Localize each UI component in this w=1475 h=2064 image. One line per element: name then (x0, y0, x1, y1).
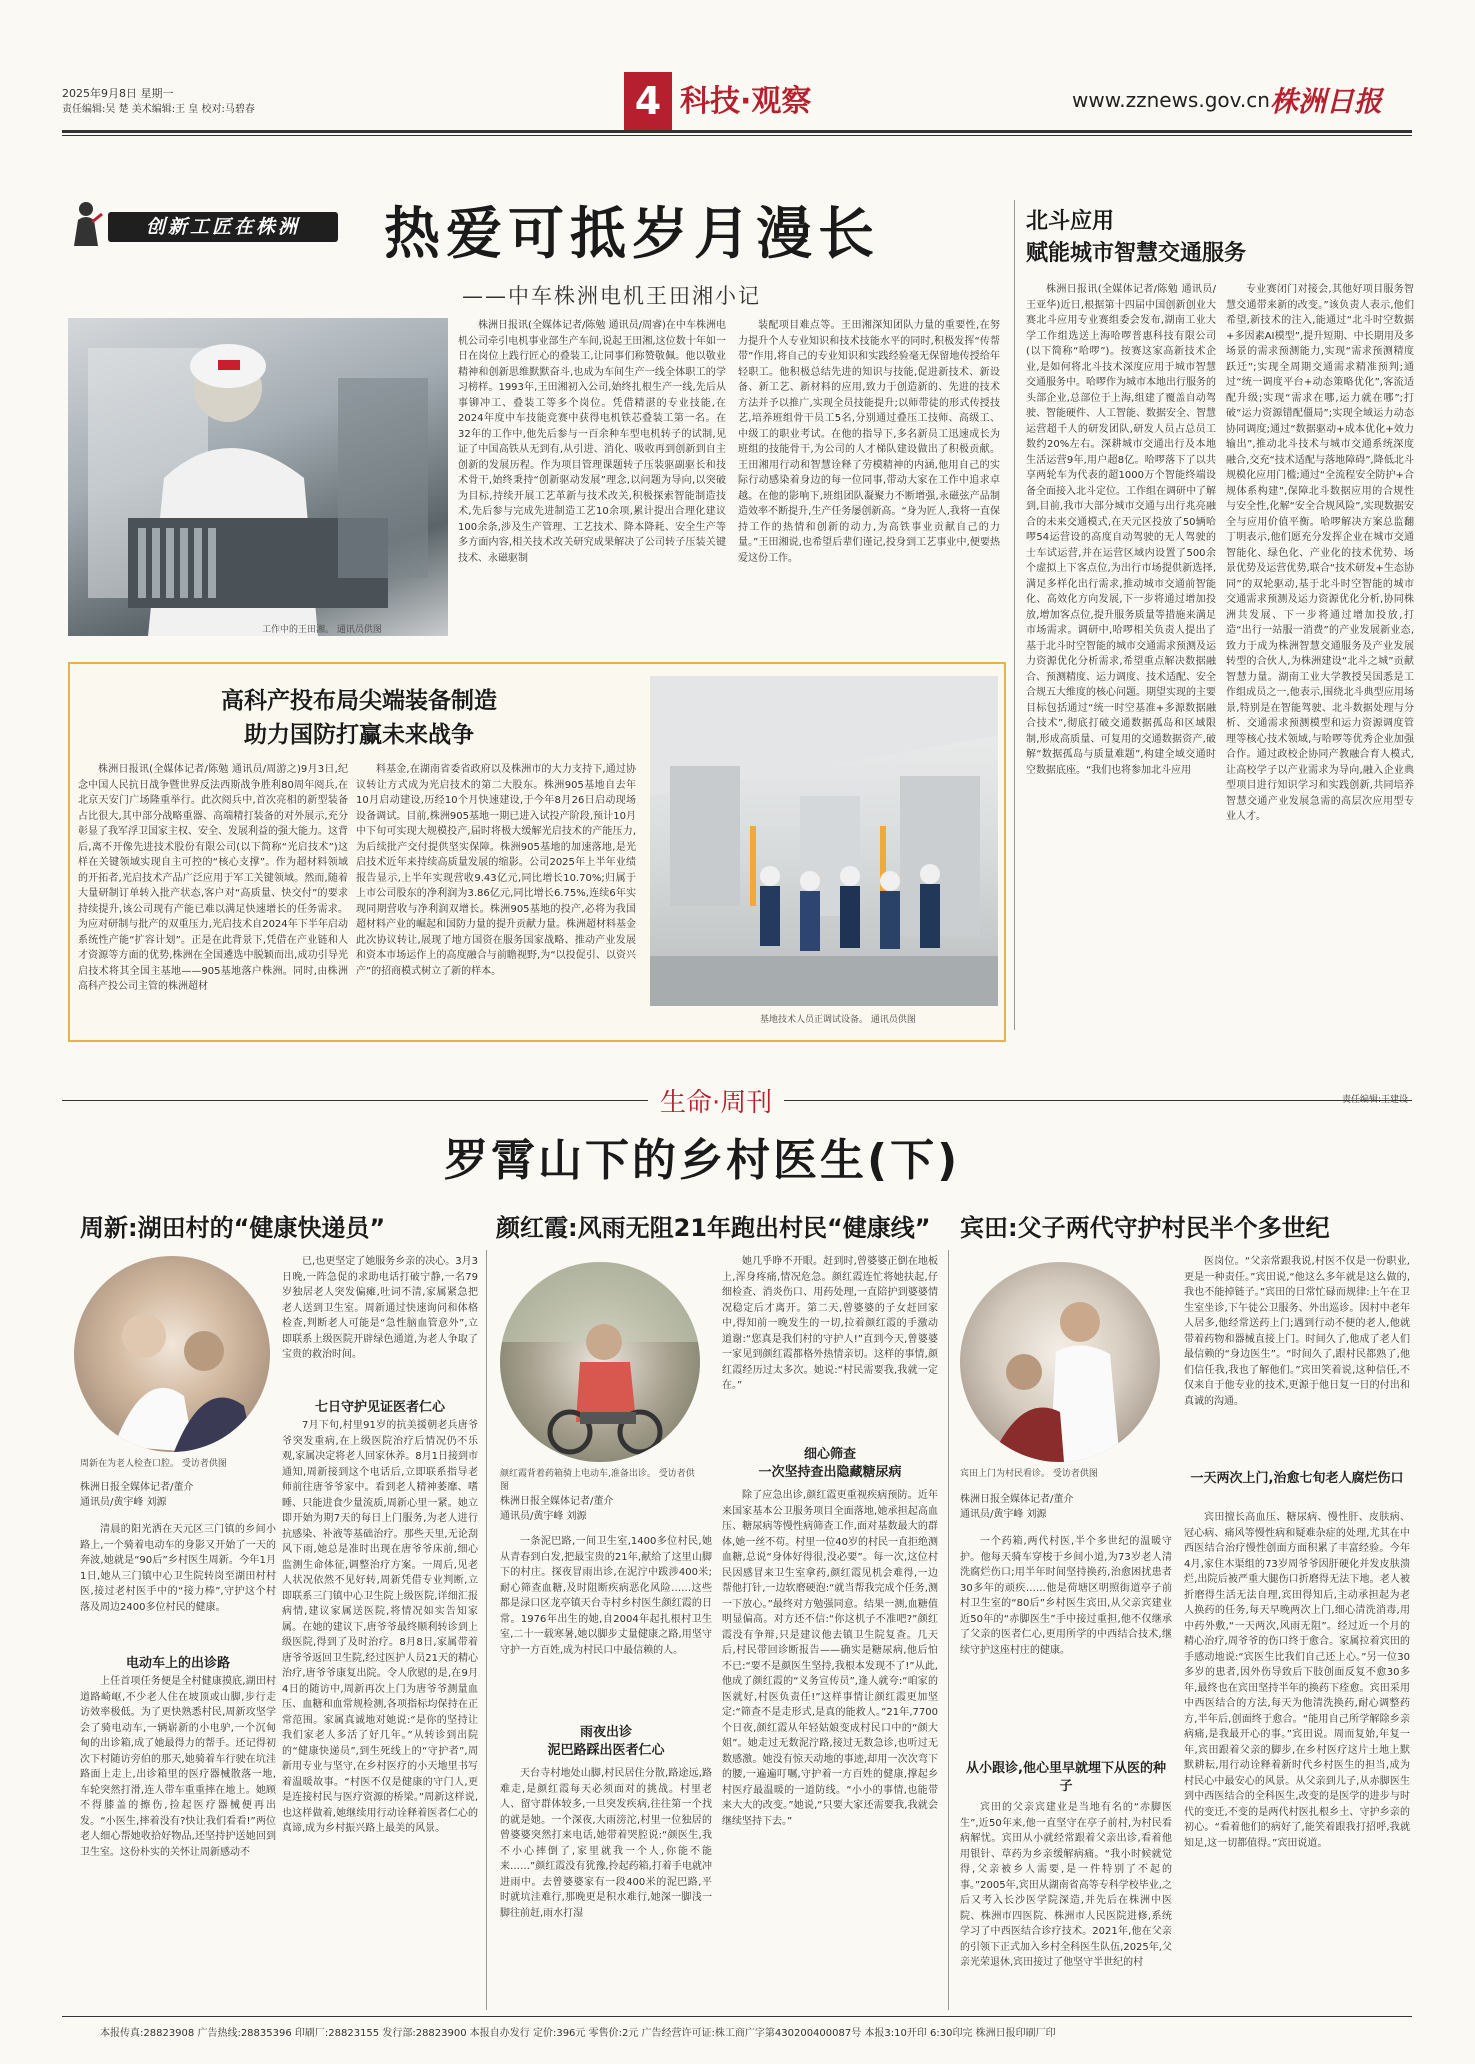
column-divider (1014, 200, 1015, 1030)
bintian-photo (960, 1262, 1160, 1462)
feature-body-col1 (458, 318, 726, 643)
yanhongxia-body-col1b (500, 1766, 712, 2010)
beidou-body-col2 (1226, 282, 1414, 1030)
bintian-col2b-text: 宾田擅长高血压、糖尿病、慢性肝、皮肤病、冠心病、痛风等慢性病和疑难杂症的处理,尤其在中西医结合治疗慢性创面方面积累了丰富经验。今年4月,家住木渠组的73岁周爷爷因肝硬化并发皮肤溃烂,出院后被严重大腿伤口折磨得无法下地。老人被折磨得生活无法自理,宾田得知后,主动承担起为老人换药的任务,每天早晚两次上门,细心清洗消毒,用中药外敷,“一天两次,风雨无阻”。经过近一个月的精心治疗,周爷爷的伤口终于愈合。家属拉着宾田的手感动地说:“宾医生比我们自己还上心。”另一位30多岁的患者,因外伤导致后下肢创面反复不愈30多年,最终也在宾田坚持半年的换药下痊愈。宾田采用中西医结合的方法,每天为他清洗换药,耐心调整药方,半年后,创面终于愈合。“能用自己所学解除乡亲病痛,是我最开心的事。”宾田说。周而复始,年复一年,宾田跟着父亲的脚步,在乡村医疗这片土地上默默耕耘,用行动诠释着新时代乡村医生的担当,成为村民心中最安心的风景。从父亲到儿子,从赤脚医生到中西医结合的全科医生,改变的是医学的进步与时代的变迁,不变的是两代村医扎根乡土、守护乡亲的初心。“看着他们的病好了,能笑着跟我打招呼,我就知足,这一切都值得。”宾田说道。 (1184, 1512, 1410, 1849)
bintian-title: 宾田:父子两代守护村民半个多世纪 (960, 1214, 1330, 1242)
bintian-photo-caption: 宾田上门为村民看诊。 受访者供图 (960, 1469, 1098, 1479)
yanhongxia-photo-caption: 颜红霞背着药箱骑上电动车,准备出诊。 受访者供图 (500, 1469, 695, 1492)
yanhongxia-title: 颜红霞:风雨无阻21年跑出村民“健康线” (496, 1214, 931, 1242)
yanhongxia-byline: 株洲日报全媒体记者/董介 通讯员/黄宇峰 刘源 (500, 1496, 614, 1522)
beidou-col2-text: 专业赛闭门对接会,其他好项目服务智慧交通带来新的改变。”该负责人表示,他们希望,新技术的注入,能通过“北斗时空数据+多因素AI模型”,提升短期、中长期用及多场景的需求预测能力,实现“需求预测精度跃迁”;实现全周期交通需求精准预判;通过“统一调度平台+动态策略优化”,客流适配升级;实现“需求在哪,运力就在哪”;打破“运力资源错配僵局”;实现全域运力动态协同调度;通过“数据驱动+成本优化+效力输出”,推动北斗技术与城市交通系统深度融合,交充“技术适配与落地障碍”,降低北斗规模化应用门槛;通过“全流程安全防护+合规体系构建”,保障北斗数据应用的合规性与安全性,化解“安全合规风险”,实现数据安全与应用价值平衡。哈啰解决方案总监翻丁明表示,他们愿充分发挥企业在城市交通智能化、绿色化、产业化的技术优势、场景优势及运营优势,联合“技术研发+生态协同”的双轮驱动,基于北斗时空智能的城市交通需求预测及运力资源优化分析,协同株洲共发展、下一步将通过增加投放,打造“出行一站服一消费”的产业发展新业态,致力于成为株洲智慧交通服务及产业发展转型的合伙人,为株洲建设“北斗之城”贡献智慧力量。湖南工业大学教授吴国悉是工作组成员之一,他表示,围绕北斗典型应用场景,特别是在智能驾驶、北斗数据处理与分析、交通需求预测模型和运力资源调度管理等核心技术领域,与哈啰等优秀企业加强合作。通过政校企协同产教融合育人模式,让高校学子以产业需求为导向,融入企业典型项目进行知识学习和实践创新,共同培养智慧交通产业发展急需的高层次应用型专业人才。 (1226, 284, 1414, 822)
beidou-col1-text: 株洲日报讯(全媒体记者/陈勉 通讯员/王亚华)近日,根据第十四届中国创新创业大赛北斗应用专业赛组委会发布,湖南工业大学工作组选送上海哈啰普惠科技有限公司(以下简称“哈啰”)。按赛这家高新技术企业,是如何将北斗技术深度应用于城市智慧交通服务中。哈啰作为城市本地出行服务的头部企业,总部位于上海,组建了覆盖自动驾驶、智能硬件、人工智能、数据安全、智慧运营超千人的研发团队,研发人员占总员工数约20%左右。深耕城市交通出行及本地生活运营9年,用户超8亿。哈啰落下了以共享两轮车为代表的超1000万个智能终端设备全面接入北斗定位。工作组在调研中了解到,目前,我市大部分城市交通与出行兆亮融合的未来交通模式,在天元区投放了50辆哈啰54运营设的高度自动驾驶的无人驾驶的士车试运营,并在运营区域内设置了500余个虚拟上下客点位,为出行市场提供新选择,满足多样化出行需求,推动城市交通前智能化、高效化方向发展,下一步将通过增加投放,增加客点位,提升服务质量等措施来满足市场需求。调研中,哈啰相关负责人提出了基于北斗时空智能的城市交通需求预测及运力资源优化分析需求,希望重点解决数据融合、预测精度、运力调度、技术适配、安全合规五大维度的核心问题。期望实现的主要目标包括通过“统一时空基准+多源数据融合技术”,彻底打破交通数据孤岛和区域限制,形成高质量、可复用的交通数据资产,破解“数据孤岛与质量难题”,构建全域交通时空数据底座。“我们也将参加北斗应用 (1026, 284, 1216, 776)
feature-title: 热爱可抵岁月漫长 (384, 202, 880, 267)
bintian-subhead-1: 从小跟诊,他心里早就埋下从医的种子 (966, 1761, 1166, 1794)
life-editor: 责任编辑:王建设 (1342, 1095, 1409, 1105)
yanhongxia-photo (500, 1262, 700, 1462)
zhouxin-body-col2b (282, 1418, 478, 2010)
yanhongxia-subhead-1: 雨夜出诊 泥巴路踩出医者仁心 (547, 1725, 665, 1758)
bintian-col1b-text: 宾田的父亲宾建业是当地有名的“赤脚医生”,近50年来,他一直坚守在亭子前村,为村民看病解忧。宾田从小就经常跟着父亲出诊,看着他用银针、草药为乡亲缓解病痛。“我小时候就觉得,父亲被乡人需要,是一件特别了不起的事。”2005年,宾田从湖南省高等专科学校毕业,之后又考入长沙医学院深造,并先后在株洲中医院、株洲市四医院、株洲市人民医院进修,系统学习了中西医结合诊疗技术。2021年,他在父亲的引领下正式加入乡村全科医生队伍,2025年,父亲光荣退休,宾田接过了他坚守半世纪的村 (960, 1802, 1172, 1968)
column-divider (486, 1250, 487, 2010)
feature-subtitle: ——中车株洲电机王田湘小记 (462, 284, 761, 308)
section-name: 科技·观察 (680, 84, 812, 119)
zhouxin-photo (74, 1256, 270, 1452)
yanhongxia-body-intro (500, 1534, 712, 1720)
yanhongxia-body-col2b (722, 1488, 938, 2010)
hightech-body-col1 (78, 762, 348, 1032)
masthead-rule (62, 130, 1412, 133)
zhouxin-col1b-text: 上任首项任务便是全村健康摸底,湖田村道路崎岖,不少老人住在坡顶或山脚,步行走访效率极低。为了更快熟悉村民,周新攻坚学会了骑电动车,一辆崭新的小电驴,一个沉甸甸的出诊箱,成了她最得力的帮手。还记得初次下村随访旁伯的那天,她骑着车行驶在坑洼路面上走上,出诊箱里的医疗器械散落一地,车轮突然打滑,连人带车重重摔在地上。她顾不得膝盖的擦伤,捡起医疗器械便再出发。“小医生,摔着没有?快让我们看看!”两位老人细心帮她收拾好物品,还坚持护送她回到卫生室。这份朴实的关怀让周新感动不 (80, 1676, 276, 1858)
issue-date: 2025年9月8日 星期一 (62, 87, 174, 100)
column-logo: 创新工匠在株洲 (108, 212, 338, 242)
footer-rule (62, 2016, 1412, 2017)
zhouxin-body-col2 (282, 1254, 478, 1388)
bintian-body-col1b (960, 1800, 1172, 2010)
feature-photo-caption: 工作中的王田湘。 通讯员供图 (262, 625, 382, 635)
zhouxin-subhead-2: 七日守护见证医者仁心 (314, 1400, 445, 1415)
bintian-intro-text: 一个药箱,两代村医,半个多世纪的温暖守护。他每天骑车穿梭于乡间小道,为73岁老人清洗腐烂伤口;用半年时间坚持换药,治愈困扰患者30多年的顽疾……他是荷塘区明照街道亭子前村卫生室的“80后”乡村医生宾田,从父亲宾建业近50年的“赤脚医生”手中接过重担,他不仅继承了父亲的医者仁心,更用所学的中西结合技术,继续守护这座村庄的健康。 (960, 1536, 1172, 1656)
yanhongxia-col2-text: 她几乎睁不开眼。赶到时,曾婆婆正倒在地板上,浑身疼痛,情况危急。颜红霞连忙将她扶起,仔细检查、消炎伤口、用药处理,一直陪护到婆婆情况稳定后才离开。第二天,曾婆婆的子女赶回家中,得知前一晚发生的一切,拉着颜红霞的手激动道谢:“您真是我们村的守护人!”直到今天,曾婆婆一家见到颜红霞都格外热情亲切。这样的事情,颜红霞经历过太多次。她说:“村民需要我,我就一定在。” (722, 1256, 938, 1391)
zhouxin-byline: 株洲日报全媒体记者/董介 通讯员/黄宇峰 刘源 (80, 1482, 194, 1508)
page-editors: 责任编辑:吴 楚 美术编辑:王 皇 校对:马碧春 (62, 104, 255, 115)
bintian-body-col2b (1184, 1510, 1410, 2010)
life-title: 罗霄山下的乡村医生(下) (444, 1135, 961, 1186)
zhouxin-subhead-1: 电动车上的出诊路 (125, 1656, 230, 1671)
life-section-name: 生命·周刊 (648, 1082, 784, 1119)
feature-photo (68, 318, 448, 636)
bintian-subhead-2: 一天两次上门,治愈七旬老人腐烂伤口 (1190, 1471, 1404, 1486)
column-divider (948, 1250, 949, 2010)
yanhongxia-col2b-text: 除了应急出诊,颜红霞更重视疾病预防。近年来国家基本公卫服务项目全面落地,她承担起高血压、糖尿病等慢性病筛查工作,面对基数最大的群体,她一丝不苟。村里一位40岁的村民一直拒绝测血糖,总说“身体好得很,没必要”。每一次,这位村民因感冒来卫生室拿药,颜红霞见机会难得,一边帮他打针,一边软磨硬泡:“就当帮我完成个任务,测一下放心。”最终对方勉强同意。结果一测,血糖值明显偏高。对方还不信:“你这机子不准吧?”颜红霞没有争辩,只是建议他去镇卫生院复查。几天后,村民带回诊断报告——确实是糖尿病,他后怕不已:“要不是颜医生坚持,我根本发现不了!”从此,他成了颜红霞的“义务宣传员”,逢人就夸:“咱家的医就好,村医负责任!”这样事情让颜红霞更加坚定:“筛查不是走形式,是真的能救人。”21年,7700个日夜,颜红霞从年轻姑娘变成村民口中的“颜大姐”。她走过无数泥泞路,接过无数急诊,也听过无数感激。她没有惊天动地的事迹,却用一次次弯下的腰,一遍遍叮嘱,守护着一方百姓的健康,撑起乡村医疗最温暖的一道防线。“小小的事情,也能带来大大的改变。”她说,“只要大家还需要我,我就会继续坚持下去。” (722, 1490, 938, 1827)
hightech-title: 高科产投布局尖端装备制造 助力国防打赢未来战争 (221, 688, 497, 748)
zhouxin-col2-text: 已,也更坚定了她服务乡亲的决心。3月3日晚,一阵急促的求助电话打破宁静,一名79岁独居老人突发偏瘫,吐词不清,家属紧急把老人送到卫生室。周新通过快速询问和体格检查,判断老人可能是“急性脑血管意外”,立即联系上级医院开辟绿色通道,为老人争取了宝贵的救治时间。 (282, 1256, 478, 1360)
masthead-rule-thin (62, 135, 1412, 136)
bintian-body-col2 (1184, 1254, 1410, 1464)
yanhongxia-body-col2 (722, 1254, 938, 1440)
yanhongxia-col1b-text: 天台寺村地处山脚,村民居住分散,路途远,路难走,是颜红霞每天必须面对的挑战。村里老人、留守群体较多,一旦突发疾病,往往第一个找的就是她。一个深夜,大雨滂沱,村里一位独居的曾婆婆突然打来电话,她带着哭腔说:“颜医生,我不小心摔倒了,家里就我一个人,你能不能来……”颜红霞没有犹豫,拎起药箱,打着手电就冲进雨中。去曾婆婆家有一段400米的泥巴路,平时就坑洼难行,那晚更是积水难行,她深一脚浅一脚往前赶,雨水打湿 (500, 1768, 712, 1919)
website-url: www.zznews.gov.cn (1072, 88, 1270, 112)
hightech-col2-text: 料基金,在湖南省委省政府以及株洲市的大力支持下,通过协议转让方式成为光启技术的第二大股东。株洲905基地自去年10月启动建设,历经10个月快速建设,于今年8月26日启动现场设备调试。目前,株洲905基地一期已进入试投产阶段,预计10月中下旬可实现大规模投产,届时将极大缓解光启技术的产能压力,为后续批产交付提供坚实保障。株洲905基地的加速落地,是光启技术近年来持续高质量发展的缩影。公司2025年上半年业绩报告显示,上半年实现营收9.43亿元,同比增长10.70%;归属于上市公司股东的净利润为3.86亿元,同比增长6.75%,连续6年实现同期营收与净利润双增长。株洲905基地的投产,必将为我国超材料产业的崛起和国防力量的提升贡献力量。株洲超材料基金此次协议转让,展现了地方国资在服务国家战略、推动产业发展和资本市场运作上的高度融合与前瞻视野,为“以投促引、以资兴产”的招商模式树立了新的样本。 (356, 764, 636, 977)
zhouxin-col2b-text: 7月下旬,村里91岁的抗美援朝老兵唐爷爷突发重病,在上级医院治疗后情况仍不乐观,家属决定将老人回家休养。8月1日接到市通知,周新接到这个电话后,立即联系指导老师前往唐爷爷家中。看到老人精神萎靡、嗜睡、只能进食少量流质,周新心里一紧。她立即开始为期7天的每日上门服务,为老人进行抗感染、补液等基础治疗。那些天里,无论刮风下雨,她总是准时出现在唐爷爷床前,细心监测生命体征,调整治疗方案。一周后,见老人状况依然不见好转,周新凭借专业判断,立即联系三门镇中心卫生院上级医院,详细汇报病情,建议家属送医院,将情况如实告知家属。在她的建议下,唐爷爷最终顺利转诊到上级医院,得到了及时治疗。8月8日,家属带着唐爷爷返回卫生院,经过医护人员21天的精心治疗,唐爷爷康复出院。令人欣慰的是,在9月4日的随访中,周新再次上门为唐爷爷测量血压、血糖和血常规检测,各项指标均保持在正常范围。家属真诚地对她说:“是你的坚持让我们家老人多活了好几年。”从转诊到出院的“健康快递员”,到生死线上的“守护者”,周新用专业与坚守,在乡村医疗的小天地里书写着温暖故事。“村医不仅是健康的守门人,更是连接村民与医疗资源的桥梁。”周新这样说,也这样做着,她继续用行动诠释着医者仁心的真谛,成为乡村振兴路上最美的风景。 (282, 1420, 478, 1834)
feature-col1-text: 株洲日报讯(全媒体记者/陈勉 通讯员/周睿)在中车株洲电机公司牵引电机事业部生产车间,说起王田湘,这位数十年如一日在岗位上践行匠心的叠装工,让同事们称赞敬佩。他以敬业精神和创新思维默默奋斗,也成为车间生产一线全体职工的学习榜样。1993年,王田湘初入公司,始终扎根生产一线,先后从事铆冲工、叠装工等多个岗位。凭借精湛的专业技能,在2024年度中车技能竞赛中获得电机铁芯叠装工第一名。在32年的工作中,他先后参与一百余种车型电机转子的试制,见证了中国高铁从无到有,从引进、消化、吸收再到创新到自主创新的发展历程。作为项目管理课题转子压装驱副驱长和技术骨干,始终秉持“创新驱动发展”理念,以问题为导向,以突破为目标,持续开展工艺革新与技术改关,积极探索智能制造技术,先后参与完成先进制造工艺10余项,累计提出合理化建议100余条,涉及生产管理、工艺技术、降本降耗、安全生产等多方面内容,相关技术改关研究成果解决了公司转子压装关键技术、永磁驱制 (458, 320, 726, 564)
feature-body-col2 (738, 318, 1000, 643)
bintian-col2-text: 医岗位。“父亲常跟我说,村医不仅是一份职业,更是一种责任。”宾田说,“他这么多年就是这么做的,我也不能掉链子。”宾田的日常忙碌而规律:上午在卫生室坐诊,下午徒公卫服务、外出巡诊。因村中老年人居多,他经常送药上门;遇到行动不便的老人,他就带着药物和器械直接上门。时间久了,他成了老人们最信赖的“身边医生”。“时间久了,跟村民都熟了,他们信任我,我也了解他们。”宾田笑着说,这种信任,不仅来自于他专业的技术,更源于他日复一日的付出和真诚的沟通。 (1184, 1256, 1410, 1407)
craftsman-figure-icon (68, 200, 104, 248)
yanhongxia-intro-text: 一条泥巴路,一间卫生室,1400多位村民,她从青春到白发,把最宝贵的21年,献给了这里山脚下的村庄。探夜冒雨出诊,在泥泞中跋涉400米;耐心筛查血糖,及时阻断疾病恶化风险……这些都是渌口区龙亭镇天台寺村乡村医生颜红霞的日常。1976年出生的她,自2004年起扎根村卫生室,二十一载寒暑,她以脚步丈量健康之路,用坚守守护一方百姓,成为村民口中最信赖的人。 (500, 1536, 712, 1656)
footer-info: 本报传真:28823908 广告热线:28835396 印刷厂:28823155 发行部:28823900 本报自办发行 定价:396元 零售价:2元 广告经营许可证:株工商广字第430200400087号 本报3:10开印 6:30印完 株洲日报印刷厂印 (100, 2028, 1056, 2039)
beidou-body-col1 (1026, 282, 1216, 1030)
zhouxin-intro-text: 清晨的阳光洒在天元区三门镇的乡间小路上,一个骑着电动车的身影又开始了一天的奔波,她就是“90后”乡村医生周新。今年1月1日,她从三门镇中心卫生院转岗至湖田村村医,接过老村医手中的“接力棒”,守护这个村落及周边2400多位村民的健康。 (80, 1524, 276, 1613)
hightech-photo-caption: 基地技术人员正调试设备。 通讯员供图 (760, 1015, 916, 1025)
hightech-body-col2 (356, 762, 636, 1032)
yanhongxia-subhead-2: 细心筛查 一次坚持查出隐藏糖尿病 (758, 1447, 902, 1480)
bintian-body-intro (960, 1534, 1172, 1756)
zhouxin-body-intro (80, 1522, 276, 1644)
zhouxin-photo-caption: 周新在为老人检查口腔。 受访者供图 (80, 1459, 227, 1469)
page-number-badge: 4 (624, 72, 672, 130)
hightech-photo (650, 676, 998, 1006)
beidou-title: 北斗应用 赋能城市智慧交通服务 (1026, 209, 1247, 266)
bintian-byline: 株洲日报全媒体记者/董介 通讯员/黄宇峰 刘源 (960, 1494, 1074, 1520)
zhouxin-title: 周新:湖田村的“健康快递员” (80, 1214, 386, 1242)
feature-col2-text: 装配项目难点等。王田湘深知团队力量的重要性,在努力提升个人专业知识和技术技能水平的同时,积极发挥“传帮带”作用,将自己的专业知识和实践经验毫无保留地传授给年轻职工。他积极总结先进的知识与技能,促进新技术、新设备、新工艺、新材料的应用,致力于创造新的、先进的技术方法并予以推广,实现全员技能提升;以师带徒的形式传授技艺,培养班组骨干员工5名,分别通过叠压工技师、高级工、中级工的职业考试。在他的指导下,多名新员工迅速成长为班组的技能骨干,为公司的人才梯队建设做出了积极贡献。王田湘用行动和智慧诠释了劳模精神的内涵,他用自己的实际行动感染着身边的每一位同事,带动大家在工作中追求卓越。在他的影响下,班组团队凝聚力不断增强,永磁弦产品制造效率不断提升,生产任务屡创新高。“身为匠人,我将一直保持工作的热情和创新的动力,为高铁事业贡献自己的力量。”王田湘说,也希望后辈们谨记,投身到工艺事业中,便要热爱这份工作。 (738, 320, 1000, 564)
zhouxin-body-col1b (80, 1674, 276, 2010)
paper-logo: 株洲日报 (1270, 85, 1383, 118)
hightech-col1-text: 株洲日报讯(全媒体记者/陈勉 通讯员/周游之)9月3日,纪念中国人民抗日战争暨世界反法西斯战争胜利80周年阅兵,在北京天安门广场隆重举行。此次阅兵中,首次亮相的新型装备占比很大,其中部分战略重器、高端精打装备的对外展示,充分彰显了我军浮卫国家主权、安全、发展利益的强大能力。这背后,离不开像先进技术股份有限公司(以下简称“光启技术”)这样在关键领域实现自主可控的“核心支撑”。作为超材料领域的开拓者,光启技术产品广泛应用于军工关键领域。然而,随着大量研制订单转入批产状态,客户对“高质量、快交付”的要求持续提升,该公司现有产能已难以满足快速增长的任务需求。为应对研制与批产的双重压力,光启技术自2024年下半年启动系统性产能“扩容计划”。正是在此背景下,凭借在产业链和人才资源等方面的优势,株洲在全国遴选中脱颖而出,成功引导光启技术将其全国主基地——905基地落户株洲。同时,由株洲高科产投公司主管的株洲超材 (78, 764, 348, 992)
